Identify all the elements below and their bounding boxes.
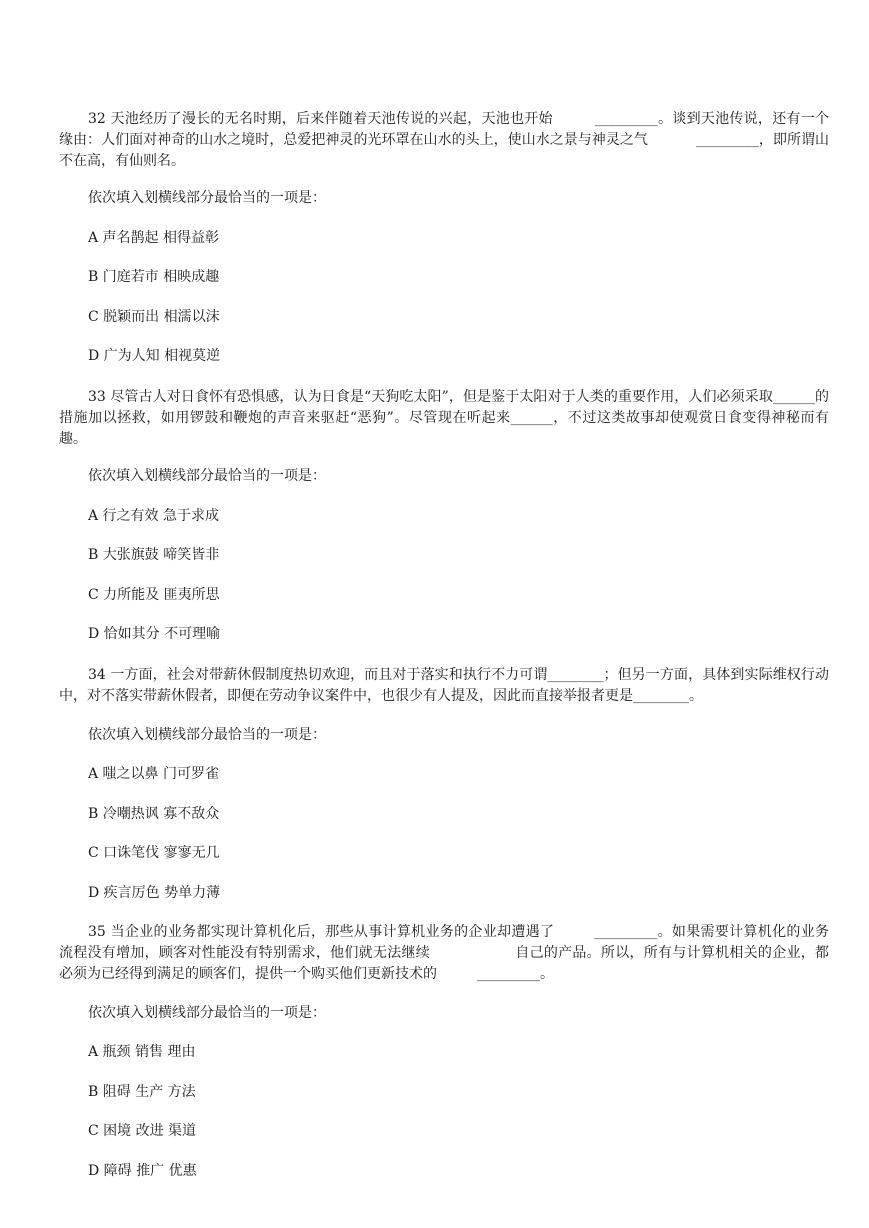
question-34-option-a: A 嗤之以鼻 门可罗雀 (88, 766, 220, 782)
question-32-option-a: A 声名鹊起 相得益彰 (88, 230, 220, 246)
question-33-option-d: D 恰如其分 不可理喻 (88, 626, 221, 642)
question-33-prompt: 依次填入划横线部分最恰当的一项是： (88, 468, 326, 484)
question-35-prompt: 依次填入划横线部分最恰当的一项是： (88, 1005, 326, 1021)
question-33-option-a: A 行之有效 急于求成 (88, 508, 220, 524)
question-34-text: 34 一方面，社会对带薪休假制度热切欢迎，而且对于落实和执行不力可谓________；但另一方面，具体到实际维权行动中，对不落实带薪休假者，即便在劳动争议案件中，也很少有人提及，因此而直接举报者更是________。 (59, 667, 829, 704)
question-35-option-a: A 瓶颈 销售 理由 (88, 1044, 196, 1060)
question-32-prompt: 依次填入划横线部分最恰当的一项是： (88, 190, 326, 206)
question-35-text: 35 当企业的业务都实现计算机化后，那些从事计算机业务的企业却遭遇了 _________。如果需要计算机化的业务流程没有增加，顾客对性能没有特别需求，他们就无法继续 自己的产品。所以，所有与计算机相关的企业，都必须为已经得到满足的顾客们，提供一个购买他们更新技术的 _________。 (59, 924, 830, 982)
question-34-option-b: B 冷嘲热讽 寡不敌众 (88, 806, 220, 822)
question-35-option-c: C 困境 改进 渠道 (88, 1123, 197, 1139)
question-34-option-d: D 疾言厉色 势单力薄 (88, 885, 221, 901)
question-33-option-b: B 大张旗鼓 啼笑皆非 (88, 547, 220, 563)
question-32-option-d: D 广为人知 相视莫逆 (88, 348, 221, 364)
question-33-option-c: C 力所能及 匪夷所思 (88, 587, 220, 603)
question-33-text: 33 尽管古人对日食怀有恐惧感，认为日食是“天狗吃太阳”，但是鉴于太阳对于人类的重要作用，人们必须采取______的措施加以拯救，如用锣鼓和鞭炮的声音来驱赶“恶狗”。尽管现在听起来______，不过这类故事却使观赏日食变得神秘而有趣。 (59, 389, 829, 447)
question-35-option-b: B 阻碍 生产 方法 (88, 1084, 196, 1100)
question-32-option-c: C 脱颖而出 相濡以沫 (88, 309, 220, 325)
question-35-option-d: D 障碍 推广 优惠 (88, 1163, 197, 1179)
question-34-prompt: 依次填入划横线部分最恰当的一项是： (88, 727, 326, 743)
question-32-text: 32 天池经历了漫长的无名时期，后来伴随着天池传说的兴起，天池也开始 _________。谈到天池传说，还有一个缘由：人们面对神奇的山水之境时，总爱把神灵的光环罩在山水的头上，使山水之景与神灵之气 _________，即所谓山不在高，有仙则名。 (59, 111, 830, 169)
question-34-option-c: C 口诛笔伐 寥寥无几 (88, 845, 220, 861)
question-32-option-b: B 门庭若市 相映成趣 (88, 269, 220, 285)
